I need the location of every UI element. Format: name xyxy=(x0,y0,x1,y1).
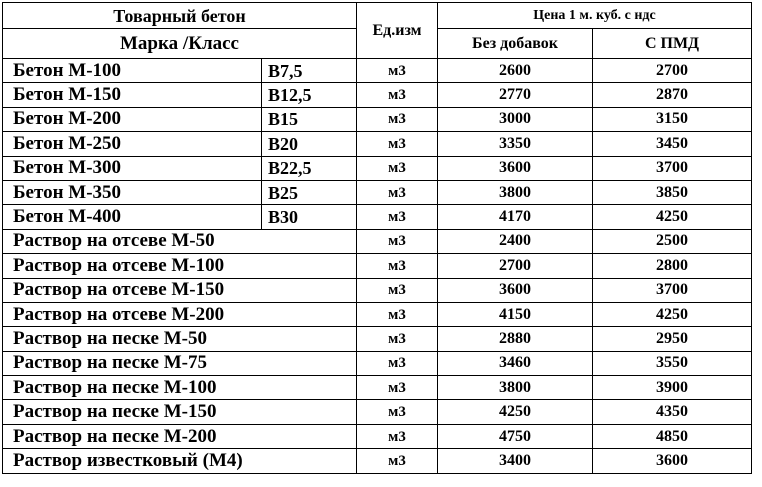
pmd-price-cell: 2800 xyxy=(593,254,752,278)
pmd-price-cell: 2950 xyxy=(593,327,752,351)
pmd-price-cell: 2700 xyxy=(593,59,752,83)
product-class: В25 xyxy=(262,180,357,204)
table-row xyxy=(3,229,752,253)
plain-price-cell: 4750 xyxy=(438,424,593,448)
pmd-price-header: С ПМД xyxy=(593,29,752,59)
product-name: Раствор на песке М-150 xyxy=(3,400,357,424)
plain-price-cell: 3600 xyxy=(438,278,593,302)
product-name: Бетон М-150 xyxy=(3,83,262,107)
table-body xyxy=(3,59,752,474)
plain-price-cell: 3600 xyxy=(438,156,593,180)
product-class: В15 xyxy=(262,107,357,131)
product-name: Раствор известковый (М4) xyxy=(3,449,357,473)
pmd-price-cell: 3850 xyxy=(593,180,752,204)
product-name: Раствор на отсеве М-100 xyxy=(3,254,357,278)
product-name: Бетон М-250 xyxy=(3,132,262,156)
unit-cell: м3 xyxy=(357,229,438,253)
unit-cell: м3 xyxy=(357,327,438,351)
product-class: В20 xyxy=(262,132,357,156)
table-row xyxy=(3,351,752,375)
unit-cell: м3 xyxy=(357,59,438,83)
product-name: Бетон М-300 xyxy=(3,156,262,180)
table-row xyxy=(3,254,752,278)
table-row xyxy=(3,205,752,229)
pmd-price-cell: 4850 xyxy=(593,424,752,448)
table-row xyxy=(3,449,752,473)
plain-price-cell: 3350 xyxy=(438,132,593,156)
plain-price-cell: 2880 xyxy=(438,327,593,351)
plain-price-cell: 2770 xyxy=(438,83,593,107)
table-row xyxy=(3,400,752,424)
pmd-price-cell: 3450 xyxy=(593,132,752,156)
unit-cell: м3 xyxy=(357,132,438,156)
unit-cell: м3 xyxy=(357,107,438,131)
plain-price-cell: 3800 xyxy=(438,376,593,400)
pmd-price-cell: 3900 xyxy=(593,376,752,400)
product-class: В22,5 xyxy=(262,156,357,180)
header-row-1 xyxy=(3,3,752,29)
price-group-header: Цена 1 м. куб. с ндс xyxy=(438,3,752,29)
unit-cell: м3 xyxy=(357,180,438,204)
pmd-price-cell: 2870 xyxy=(593,83,752,107)
product-class: В12,5 xyxy=(262,83,357,107)
table-row xyxy=(3,132,752,156)
pmd-price-cell: 3700 xyxy=(593,278,752,302)
table-row xyxy=(3,302,752,326)
mark-class-header: Марка /Класс xyxy=(3,29,357,59)
table-row xyxy=(3,107,752,131)
pmd-price-cell: 4250 xyxy=(593,205,752,229)
pmd-price-cell: 3700 xyxy=(593,156,752,180)
unit-cell: м3 xyxy=(357,83,438,107)
plain-price-cell: 4150 xyxy=(438,302,593,326)
product-name: Раствор на песке М-50 xyxy=(3,327,357,351)
pmd-price-cell: 3600 xyxy=(593,449,752,473)
pmd-price-cell: 4350 xyxy=(593,400,752,424)
unit-cell: м3 xyxy=(357,424,438,448)
product-class: В7,5 xyxy=(262,59,357,83)
plain-price-cell: 3400 xyxy=(438,449,593,473)
product-class: В30 xyxy=(262,205,357,229)
table-row xyxy=(3,376,752,400)
plain-price-cell: 4250 xyxy=(438,400,593,424)
product-name: Раствор на песке М-75 xyxy=(3,351,357,375)
unit-cell: м3 xyxy=(357,449,438,473)
table-row xyxy=(3,327,752,351)
product-name: Раствор на песке М-200 xyxy=(3,424,357,448)
table-title: Товарный бетон xyxy=(3,3,357,29)
table-row xyxy=(3,156,752,180)
unit-cell: м3 xyxy=(357,351,438,375)
product-name: Раствор на отсеве М-200 xyxy=(3,302,357,326)
unit-cell: м3 xyxy=(357,376,438,400)
pmd-price-cell: 3150 xyxy=(593,107,752,131)
plain-price-cell: 2400 xyxy=(438,229,593,253)
plain-price-header: Без добавок xyxy=(438,29,593,59)
plain-price-cell: 3800 xyxy=(438,180,593,204)
table-row xyxy=(3,59,752,83)
unit-header: Ед.изм xyxy=(357,3,438,59)
plain-price-cell: 4170 xyxy=(438,205,593,229)
pmd-price-cell: 3550 xyxy=(593,351,752,375)
product-name: Бетон М-350 xyxy=(3,180,262,204)
price-table-container xyxy=(2,2,752,474)
table-row xyxy=(3,83,752,107)
product-name: Бетон М-400 xyxy=(3,205,262,229)
plain-price-cell: 2700 xyxy=(438,254,593,278)
product-name: Раствор на отсеве М-150 xyxy=(3,278,357,302)
price-table xyxy=(2,2,752,474)
product-name: Раствор на отсеве М-50 xyxy=(3,229,357,253)
unit-cell: м3 xyxy=(357,205,438,229)
table-row xyxy=(3,424,752,448)
unit-cell: м3 xyxy=(357,278,438,302)
unit-cell: м3 xyxy=(357,400,438,424)
table-row xyxy=(3,180,752,204)
product-name: Раствор на песке М-100 xyxy=(3,376,357,400)
plain-price-cell: 3460 xyxy=(438,351,593,375)
pmd-price-cell: 4250 xyxy=(593,302,752,326)
unit-cell: м3 xyxy=(357,254,438,278)
product-name: Бетон М-200 xyxy=(3,107,262,131)
plain-price-cell: 3000 xyxy=(438,107,593,131)
unit-cell: м3 xyxy=(357,156,438,180)
plain-price-cell: 2600 xyxy=(438,59,593,83)
table-row xyxy=(3,278,752,302)
unit-cell: м3 xyxy=(357,302,438,326)
product-name: Бетон М-100 xyxy=(3,59,262,83)
pmd-price-cell: 2500 xyxy=(593,229,752,253)
